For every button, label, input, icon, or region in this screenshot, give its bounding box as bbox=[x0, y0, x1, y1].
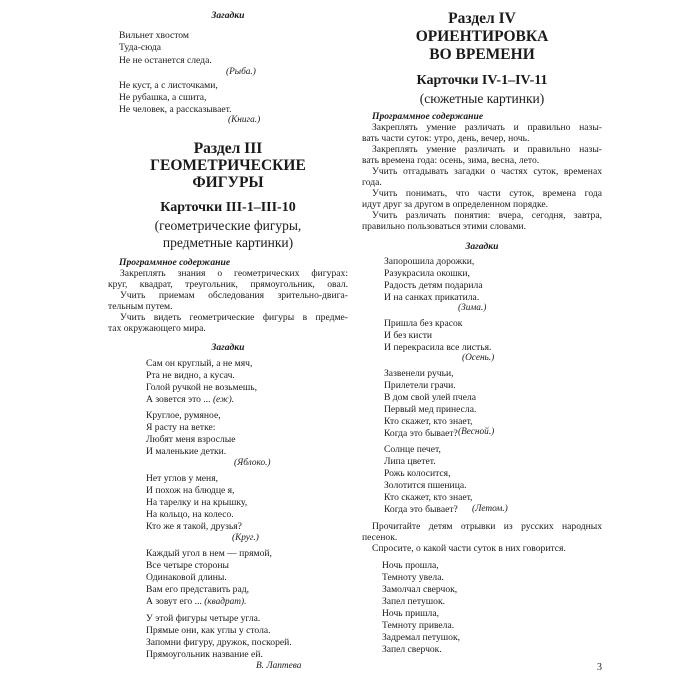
paragraph-line: Учить понимать, что части суток, времена года bbox=[372, 188, 602, 199]
section-title: ФИГУРЫ bbox=[192, 174, 264, 191]
riddle-line: Зазвенели ручьи, bbox=[384, 368, 454, 379]
riddle-line: И маленькие детки. bbox=[146, 446, 227, 457]
riddle-line: Каждый угол в нем — прямой, bbox=[146, 548, 272, 559]
program-heading: Программное содержание bbox=[119, 257, 231, 268]
riddle-line: Золотится пшеница. bbox=[384, 480, 467, 491]
riddle-line: Пришла без красок bbox=[384, 318, 463, 329]
riddle-line: Любят меня взрослые bbox=[146, 434, 236, 445]
paragraph-line: Учить отгадывать загадки о частях суток, временах bbox=[372, 166, 602, 177]
paragraph-line: тельным путем. bbox=[108, 301, 173, 312]
riddle-line: Липа цветет. bbox=[384, 456, 436, 467]
paragraph-line: круг, квадрат, треугольник, прямоугольник, овал. bbox=[108, 279, 348, 290]
poem-line: Замолчал сверчок, bbox=[382, 584, 458, 595]
riddles-top-heading: Загадки bbox=[211, 10, 245, 21]
riddle-line: На кольцо, на колесо. bbox=[146, 509, 234, 520]
poem-line: Запел петушок. bbox=[382, 596, 446, 607]
riddle-line: Прилетели грачи. bbox=[384, 380, 456, 391]
paragraph-line: года. bbox=[362, 177, 382, 188]
poem-author: В. Лаптева bbox=[256, 661, 302, 671]
cards-description: (геометрические фигуры, bbox=[154, 218, 302, 233]
poem-line: У этой фигуры четыре угла. bbox=[146, 613, 261, 624]
poem-line: Запомни фигуру, дружок, поскорей. bbox=[146, 637, 292, 648]
riddle-line: На тарелку и на крышку, bbox=[146, 497, 248, 508]
riddle-answer: (Зима.) bbox=[458, 303, 487, 313]
riddle-line: Не куст, а с листочками, bbox=[119, 80, 218, 91]
riddle-line: Кто скажет, кто знает, bbox=[384, 416, 473, 427]
riddle-line: Не не останется следа. bbox=[119, 55, 212, 66]
program-heading: Программное содержание bbox=[372, 111, 484, 122]
riddle-answer: (Рыба.) bbox=[226, 67, 256, 77]
paragraph-line: Закреплять умение различать и правильно назы- bbox=[372, 144, 602, 155]
riddle-answer: (Книга.) bbox=[228, 115, 261, 125]
poem-line: Задремал петушок, bbox=[382, 632, 461, 643]
paragraph-line: тах окружающего мира. bbox=[108, 323, 206, 334]
paragraph-line: правильно пользоваться этими словами. bbox=[362, 221, 527, 232]
poem-line: Ночь пришла, bbox=[382, 608, 439, 619]
section-label: Раздел III bbox=[193, 140, 263, 157]
riddle-line: Не рубашка, а сшита, bbox=[119, 92, 207, 103]
riddle-line: Когда это бывает? bbox=[384, 428, 458, 439]
paragraph-line: Закреплять умение различать и правильно назы- bbox=[372, 122, 602, 133]
riddles-heading: Загадки bbox=[211, 342, 245, 353]
riddle-line: Круглое, румяное, bbox=[146, 410, 221, 421]
riddle-line: Радость детям подарила bbox=[384, 280, 483, 291]
riddle-line: Когда это бывает? bbox=[384, 504, 458, 515]
paragraph-line: идут друг за другом в определенном порядке. bbox=[362, 199, 549, 210]
section-label: Раздел IV bbox=[448, 10, 516, 27]
riddle-line: Нет углов у меня, bbox=[146, 473, 219, 484]
riddle-line: А зовется это ... (еж). bbox=[146, 394, 235, 405]
paragraph-line: Закреплять знания о геометрических фигурах: bbox=[120, 268, 348, 279]
riddle-line: Кто скажет, кто знает, bbox=[384, 492, 473, 503]
paragraph-line: песенок. bbox=[362, 532, 398, 543]
riddle-line: Вам его представить рад, bbox=[146, 584, 250, 595]
riddle-line: Запорошила дорожки, bbox=[384, 256, 475, 267]
riddle-line: Одинаковой длины. bbox=[146, 572, 227, 583]
riddle-line: Голой ручкой не возьмешь, bbox=[146, 382, 257, 393]
poem-line: Прямоугольник название ей. bbox=[146, 649, 263, 660]
riddle-answer: (Весной.) bbox=[458, 427, 495, 437]
riddle-answer: (Летом.) bbox=[472, 504, 508, 514]
poem-line: Темноту увела. bbox=[382, 572, 444, 583]
riddle-line: И без кисти bbox=[384, 330, 433, 341]
paragraph-line: Прочитайте детям отрывки из русских народных bbox=[372, 521, 602, 532]
paragraph-line: Учить приемам обследования зрительно-двига- bbox=[120, 290, 348, 301]
cards-description: (сюжетные картинки) bbox=[419, 91, 545, 106]
section-title: ОРИЕНТИРОВКА bbox=[415, 28, 549, 45]
paragraph-line: Спросите, о какой части суток в них говорится. bbox=[372, 543, 566, 554]
riddle-line: Не человек, а рассказывает. bbox=[119, 104, 232, 115]
riddle-answer: (Осень.) bbox=[462, 353, 495, 363]
paragraph-line: Учить видеть геометрические фигуры в предме- bbox=[120, 312, 348, 323]
riddle-answer: (Круг.) bbox=[232, 533, 259, 543]
cards-range: Карточки III-1–III-10 bbox=[160, 200, 296, 215]
poem-line: Темноту привела. bbox=[382, 620, 455, 631]
riddles-heading: Загадки bbox=[465, 241, 499, 252]
poem-line: Ночь прошла, bbox=[382, 560, 439, 571]
riddle-answer: (Яблоко.) bbox=[234, 458, 271, 468]
cards-range: Карточки IV-1–IV-11 bbox=[416, 73, 548, 88]
paragraph-line: Учить различать понятия: вчера, сегодня, завтра, bbox=[372, 210, 602, 221]
riddle-answer: (еж). bbox=[212, 395, 235, 405]
page-number: 3 bbox=[597, 662, 602, 673]
poem-line: Запел сверчок. bbox=[382, 644, 442, 655]
riddle-line: И похож на блюдце я, bbox=[146, 485, 235, 496]
riddle-line: Разукрасила окошки, bbox=[384, 268, 470, 279]
riddle-answer: (квадрат). bbox=[204, 597, 247, 607]
poem-line: Прямые они, как углы у стола. bbox=[146, 625, 271, 636]
riddle-line: Первый мед принесла. bbox=[384, 404, 477, 415]
paragraph-line: вать части суток: утро, день, вечер, ночь. bbox=[362, 133, 530, 144]
paragraph-line: вать времена года: осень, зима, весна, лето. bbox=[362, 155, 540, 166]
riddle-line: И перекрасила все листья. bbox=[384, 342, 492, 353]
cards-description: предметные картинки) bbox=[162, 235, 294, 250]
riddle-line: Рта не видно, а кусач. bbox=[146, 370, 235, 381]
section-title: ВО ВРЕМЕНИ bbox=[429, 46, 535, 63]
riddle-line: Я расту на ветке: bbox=[146, 422, 216, 433]
riddle-line: Все четыре стороны bbox=[146, 560, 229, 571]
riddle-line: Кто же я такой, друзья? bbox=[146, 521, 242, 532]
riddle-line: Рожь колосится, bbox=[384, 468, 451, 479]
riddle-line: В дом свой улей пчела bbox=[384, 392, 477, 403]
riddle-line: А зовут его ... (квадрат). bbox=[146, 596, 247, 607]
riddle-line: Сам он круглый, а не мяч, bbox=[146, 358, 253, 369]
riddle-line: Вильнет хвостом bbox=[119, 30, 189, 41]
riddle-line: Туда-сюда bbox=[119, 42, 161, 53]
riddle-line: Солнце печет, bbox=[384, 444, 441, 455]
riddle-line: И на санках прикатила. bbox=[384, 292, 480, 303]
section-title: ГЕОМЕТРИЧЕСКИЕ bbox=[150, 157, 306, 174]
